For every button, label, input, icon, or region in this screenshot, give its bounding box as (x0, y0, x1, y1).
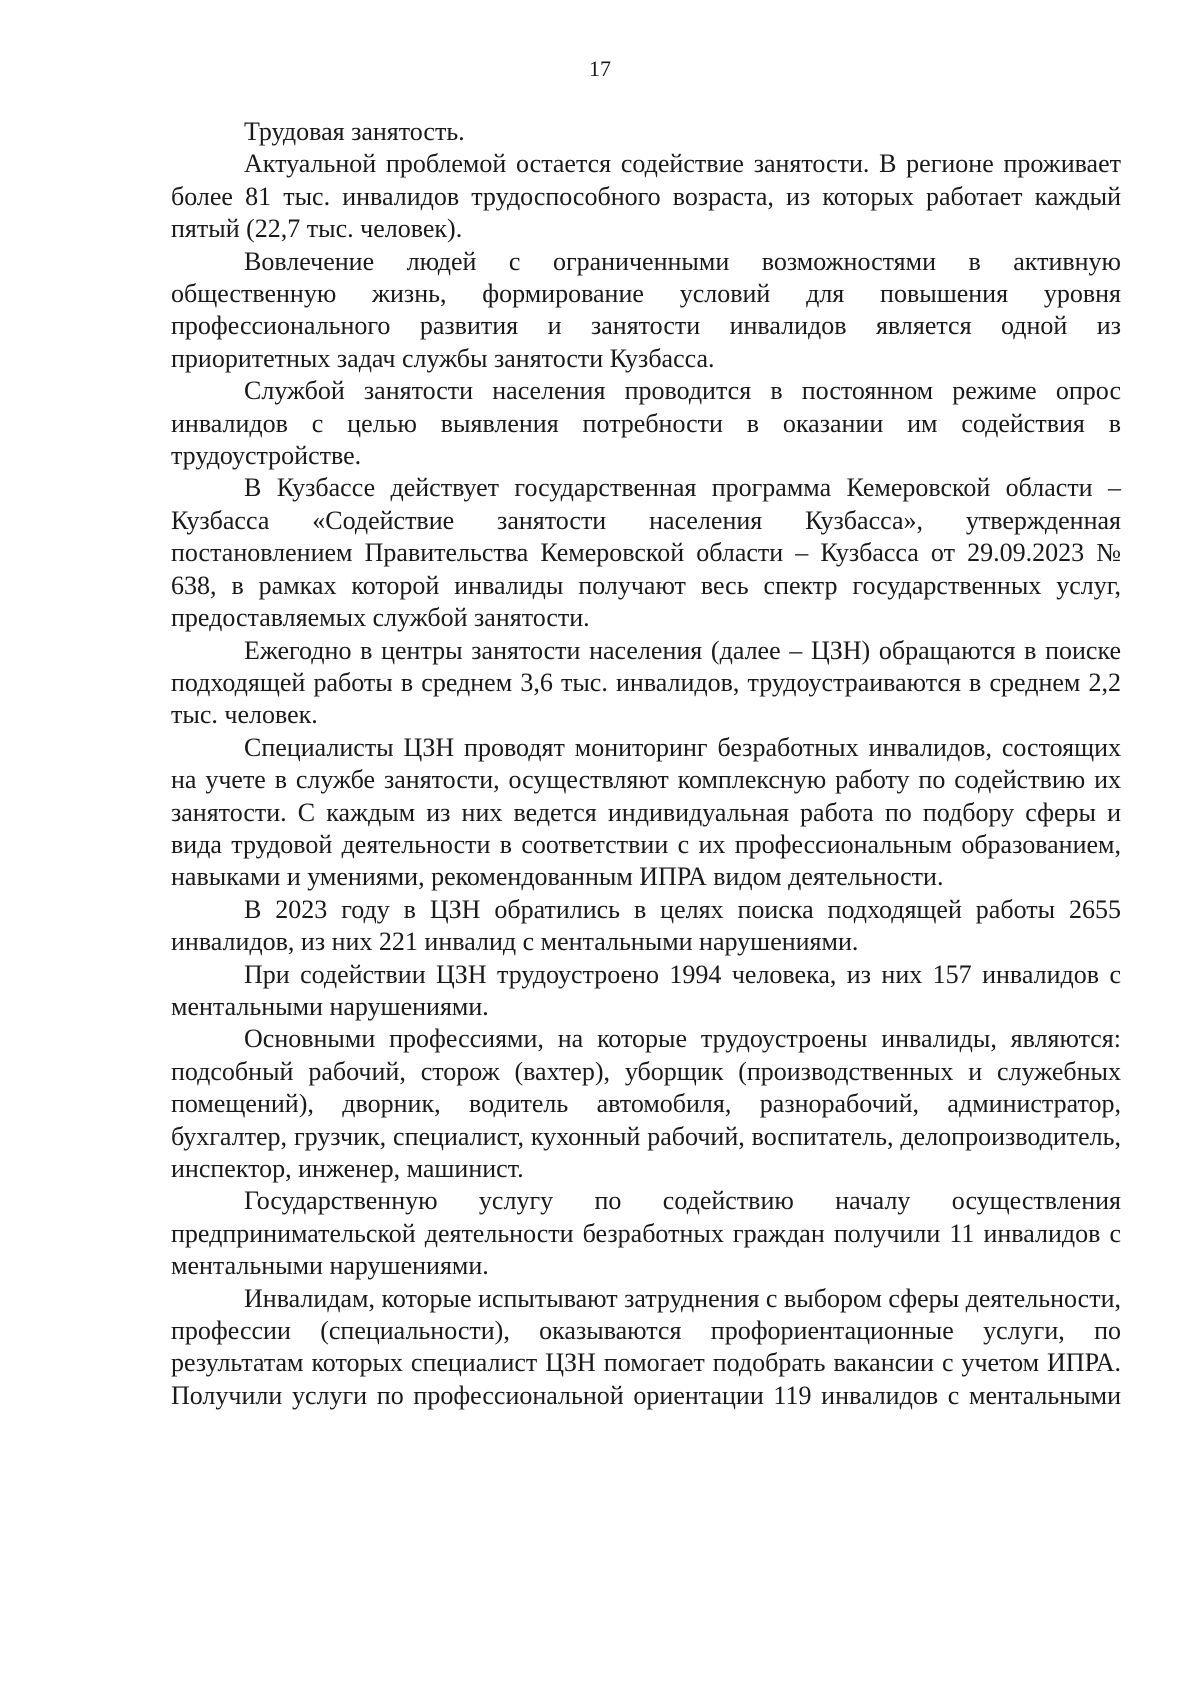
paragraph: Вовлечение людей с ограниченными возможностями в активную общественную жизнь, формирование условий для повышения уровня профессионального развития и занятости инвалидов является одной из приоритетных задач службы занятости Кузбасса. (171, 246, 1121, 373)
paragraph-continued: Инвалидам, которые испытывают затруднения с выбором сферы деятельности, профессии (специальности), оказываются профориентационные услуги, по результатам которых специалист ЦЗН помогает подобрать вакансии с учетом ИПРА. Получили услуги по профессиональной ориентации 119 инвалидов с ментальными (171, 1283, 1121, 1410)
paragraph-heading-employment: Трудовая занятость. (244, 117, 465, 146)
paragraph: Актуальной проблемой остается содействие занятости. В регионе проживает более 81 тыс. инвалидов трудоспособного возраста, из которых работает каждый пятый (22,7 тыс. человек). (171, 149, 1121, 244)
paragraph: Специалисты ЦЗН проводят мониторинг безработных инвалидов, состоящих на учете в службе занятости, осуществляют комплексную работу по содействию их занятости. С каждым из них ведется индивидуальная работа по подбору сферы и вида трудовой деятельности в соответствии с их профессиональным образованием, навыками и умениями, рекомендованным ИПРА видом деятельности. (171, 732, 1121, 892)
page-number: 17 (589, 56, 611, 81)
paragraph: В Кузбассе действует государственная программа Кемеровской области – Кузбасса «Содействие занятости населения Кузбасса», утвержденная постановлением Правительства Кемеровской области – Кузбасса от 29.09.2023 № 638, в рамках которой инвалиды получают весь спектр государственных услуг, предоставляемых службой занятости. (171, 473, 1121, 633)
paragraph: Ежегодно в центры занятости населения (далее – ЦЗН) обращаются в поиске подходящей работы в среднем 3,6 тыс. инвалидов, трудоустраиваются в среднем 2,2 тыс. человек. (171, 635, 1121, 730)
document-body (171, 116, 1121, 1412)
paragraph: При содействии ЦЗН трудоустроено 1994 человека, из них 157 инвалидов с ментальными нарушениями. (171, 959, 1121, 1021)
paragraph: Государственную услугу по содействию началу осуществления предпринимательской деятельности безработных граждан получили 11 инвалидов с ментальными нарушениями. (171, 1186, 1121, 1281)
paragraph: В 2023 году в ЦЗН обратились в целях поиска подходящей работы 2655 инвалидов, из них 221 инвалид с ментальными нарушениями. (171, 894, 1121, 957)
paragraph: Основными профессиями, на которые трудоустроены инвалиды, являются: подсобный рабочий, сторож (вахтер), уборщик (производственных и служебных помещений), дворник, водитель автомобиля, разнорабочий, администратор, бухгалтер, грузчик, специалист, кухонный рабочий, воспитатель, делопроизводитель, инспектор, инженер, машинист. (171, 1024, 1121, 1183)
paragraph: Службой занятости населения проводится в постоянном режиме опрос инвалидов с целью выявления потребности в оказании им содействия в трудоустройстве. (171, 376, 1121, 471)
